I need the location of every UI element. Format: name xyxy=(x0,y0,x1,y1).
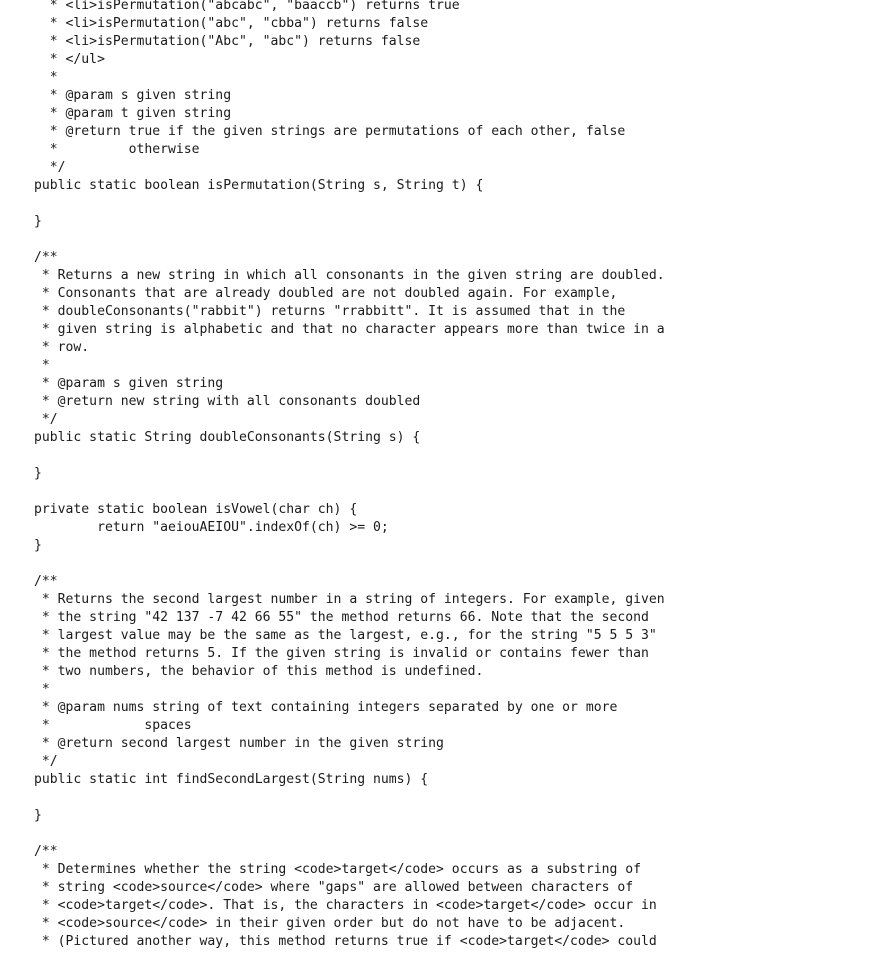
code-line: * xyxy=(34,682,50,697)
code-line: * Consonants that are already doubled are not doubled again. For example, xyxy=(34,286,618,301)
code-line: public static String doubleConsonants(String s) { xyxy=(34,430,421,445)
code-line: * Determines whether the string <code>target</code> occurs as a substring of xyxy=(34,862,641,877)
code-line: * otherwise xyxy=(34,142,200,157)
code-line: * </ul> xyxy=(34,52,105,67)
code-line: return "aeiouAEIOU".indexOf(ch) >= 0; xyxy=(34,520,389,535)
code-line: * xyxy=(34,70,58,85)
code-line: * @return second largest number in the given string xyxy=(34,736,444,751)
code-line: * <code>source</code> in their given order but do not have to be adjacent. xyxy=(34,916,626,931)
code-line: */ xyxy=(34,160,66,175)
code-line: * doubleConsonants("rabbit") returns "rrabbitt". It is assumed that in the xyxy=(34,304,626,319)
code-line: * Returns the second largest number in a string of integers. For example, given xyxy=(34,592,665,607)
code-line xyxy=(34,483,888,501)
code-line: /** xyxy=(34,250,58,265)
code-view xyxy=(34,0,888,951)
code-line: * @param t given string xyxy=(34,106,232,121)
code-line xyxy=(34,555,888,573)
code-line: * spaces xyxy=(34,718,192,733)
code-line: * largest value may be the same as the largest, e.g., for the string "5 5 5 3" xyxy=(34,628,657,643)
code-line: * the method returns 5. If the given string is invalid or contains fewer than xyxy=(34,646,649,661)
code-line: } xyxy=(34,214,42,229)
code-line: * Returns a new string in which all consonants in the given string are doubled. xyxy=(34,268,665,283)
code-line xyxy=(34,825,888,843)
code-line: * @param s given string xyxy=(34,376,224,391)
code-line: * <code>target</code>. That is, the characters in <code>target</code> occur in xyxy=(34,898,657,913)
code-line: * <li>isPermutation("abcabc", "baaccb") returns true xyxy=(34,0,460,13)
code-line: * @return true if the given strings are permutations of each other, false xyxy=(34,124,626,139)
code-line xyxy=(34,789,888,807)
code-line: /** xyxy=(34,844,58,859)
code-line: * row. xyxy=(34,340,90,355)
code-line: * xyxy=(34,358,50,373)
code-line: public static int findSecondLargest(String nums) { xyxy=(34,772,429,787)
code-line: * <li>isPermutation("abc", "cbba") returns false xyxy=(34,16,429,31)
code-line xyxy=(34,231,888,249)
code-line: private static boolean isVowel(char ch) { xyxy=(34,502,358,517)
code-line: * the string "42 137 -7 42 66 55" the method returns 66. Note that the second xyxy=(34,610,649,625)
code-line: * @return new string with all consonants doubled xyxy=(34,394,421,409)
code-line: * @param s given string xyxy=(34,88,232,103)
code-line: /** xyxy=(34,574,58,589)
code-line: */ xyxy=(34,754,58,769)
code-line: * @param nums string of text containing integers separated by one or more xyxy=(34,700,618,715)
code-line: */ xyxy=(34,412,58,427)
code-line: * <li>isPermutation("Abc", "abc") returns false xyxy=(34,34,421,49)
code-line: } xyxy=(34,466,42,481)
code-line: public static boolean isPermutation(String s, String t) { xyxy=(34,178,484,193)
code-line: * given string is alphabetic and that no character appears more than twice in a xyxy=(34,322,665,337)
code-line: } xyxy=(34,538,42,553)
code-line: * two numbers, the behavior of this method is undefined. xyxy=(34,664,484,679)
code-line: * (Pictured another way, this method returns true if <code>target</code> could xyxy=(34,934,657,949)
code-line: * string <code>source</code> where "gaps" are allowed between characters of xyxy=(34,880,634,895)
code-line xyxy=(34,447,888,465)
code-line: } xyxy=(34,808,42,823)
code-line xyxy=(34,195,888,213)
